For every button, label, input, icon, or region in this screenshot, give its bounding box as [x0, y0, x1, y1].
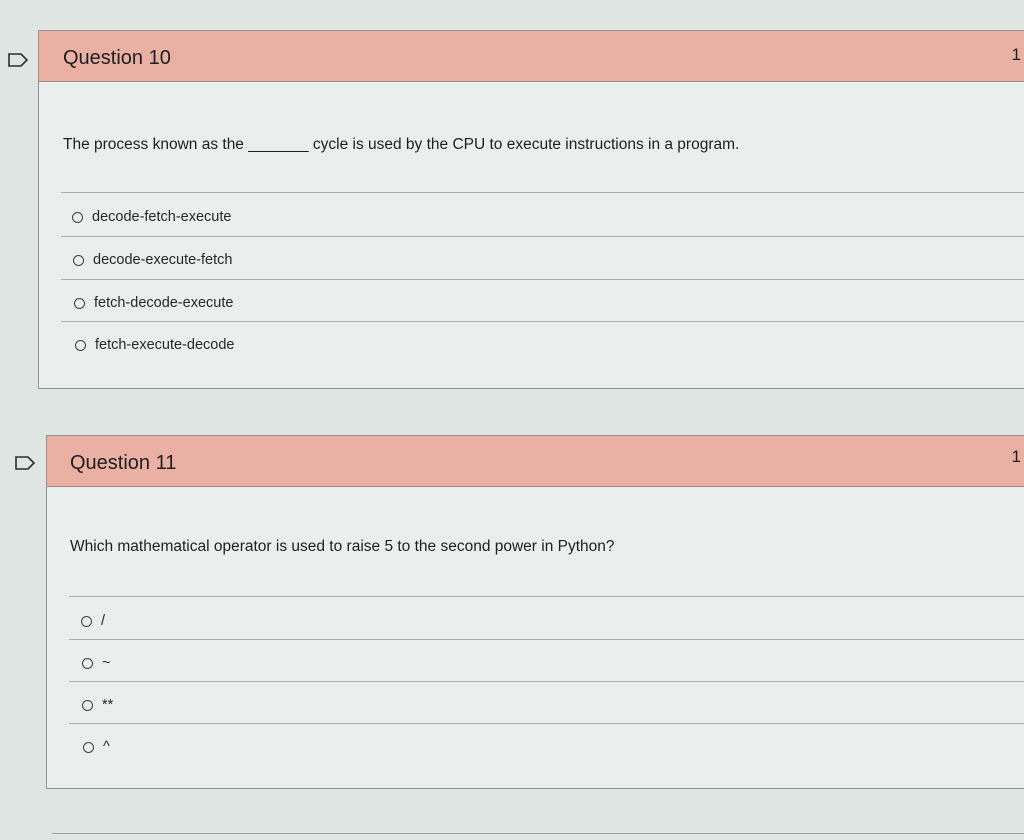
- option-label: **: [102, 697, 114, 713]
- question-10-header: [39, 31, 1024, 82]
- option-label: /: [101, 613, 106, 629]
- divider: [69, 639, 1024, 640]
- radio-button[interactable]: [72, 212, 83, 223]
- answer-option[interactable]: [39, 282, 1024, 324]
- answer-option[interactable]: [47, 600, 1024, 642]
- question-points: 1: [1011, 447, 1021, 466]
- divider: [61, 321, 1024, 322]
- next-question-edge: [52, 833, 1024, 834]
- answer-option[interactable]: [47, 642, 1024, 684]
- answer-option[interactable]: [47, 684, 1024, 726]
- question-11-panel: [46, 435, 1024, 789]
- option-label: fetch-execute-decode: [95, 337, 235, 353]
- radio-button[interactable]: [83, 742, 94, 753]
- answer-option[interactable]: [47, 726, 1024, 768]
- option-label: ~: [102, 655, 111, 671]
- question-10-panel: [38, 30, 1024, 389]
- radio-button[interactable]: [75, 340, 86, 351]
- divider: [69, 596, 1024, 597]
- radio-button[interactable]: [82, 700, 93, 711]
- question-text: Which mathematical operator is used to raise 5 to the second power in Python?: [70, 538, 615, 555]
- option-label: decode-execute-fetch: [93, 252, 233, 268]
- answer-option[interactable]: [39, 196, 1024, 238]
- question-text: The process known as the _______ cycle is used by the CPU to execute instructions in a program.: [63, 136, 740, 153]
- radio-button[interactable]: [82, 658, 93, 669]
- question-points: 1: [1011, 45, 1021, 64]
- question-title: Question 11: [70, 452, 177, 474]
- radio-button[interactable]: [73, 255, 84, 266]
- answer-option[interactable]: [39, 324, 1024, 366]
- answer-option[interactable]: [39, 239, 1024, 281]
- divider: [61, 279, 1024, 280]
- option-label: ^: [103, 739, 110, 755]
- question-11-header: [47, 436, 1024, 487]
- radio-button[interactable]: [81, 616, 92, 627]
- question-title: Question 10: [63, 47, 171, 69]
- flag-icon[interactable]: [15, 456, 35, 470]
- divider: [69, 723, 1024, 724]
- option-label: fetch-decode-execute: [94, 295, 234, 311]
- divider: [69, 681, 1024, 682]
- divider: [61, 192, 1024, 193]
- flag-icon[interactable]: [8, 53, 28, 67]
- radio-button[interactable]: [74, 298, 85, 309]
- option-label: decode-fetch-execute: [92, 209, 232, 225]
- divider: [61, 236, 1024, 237]
